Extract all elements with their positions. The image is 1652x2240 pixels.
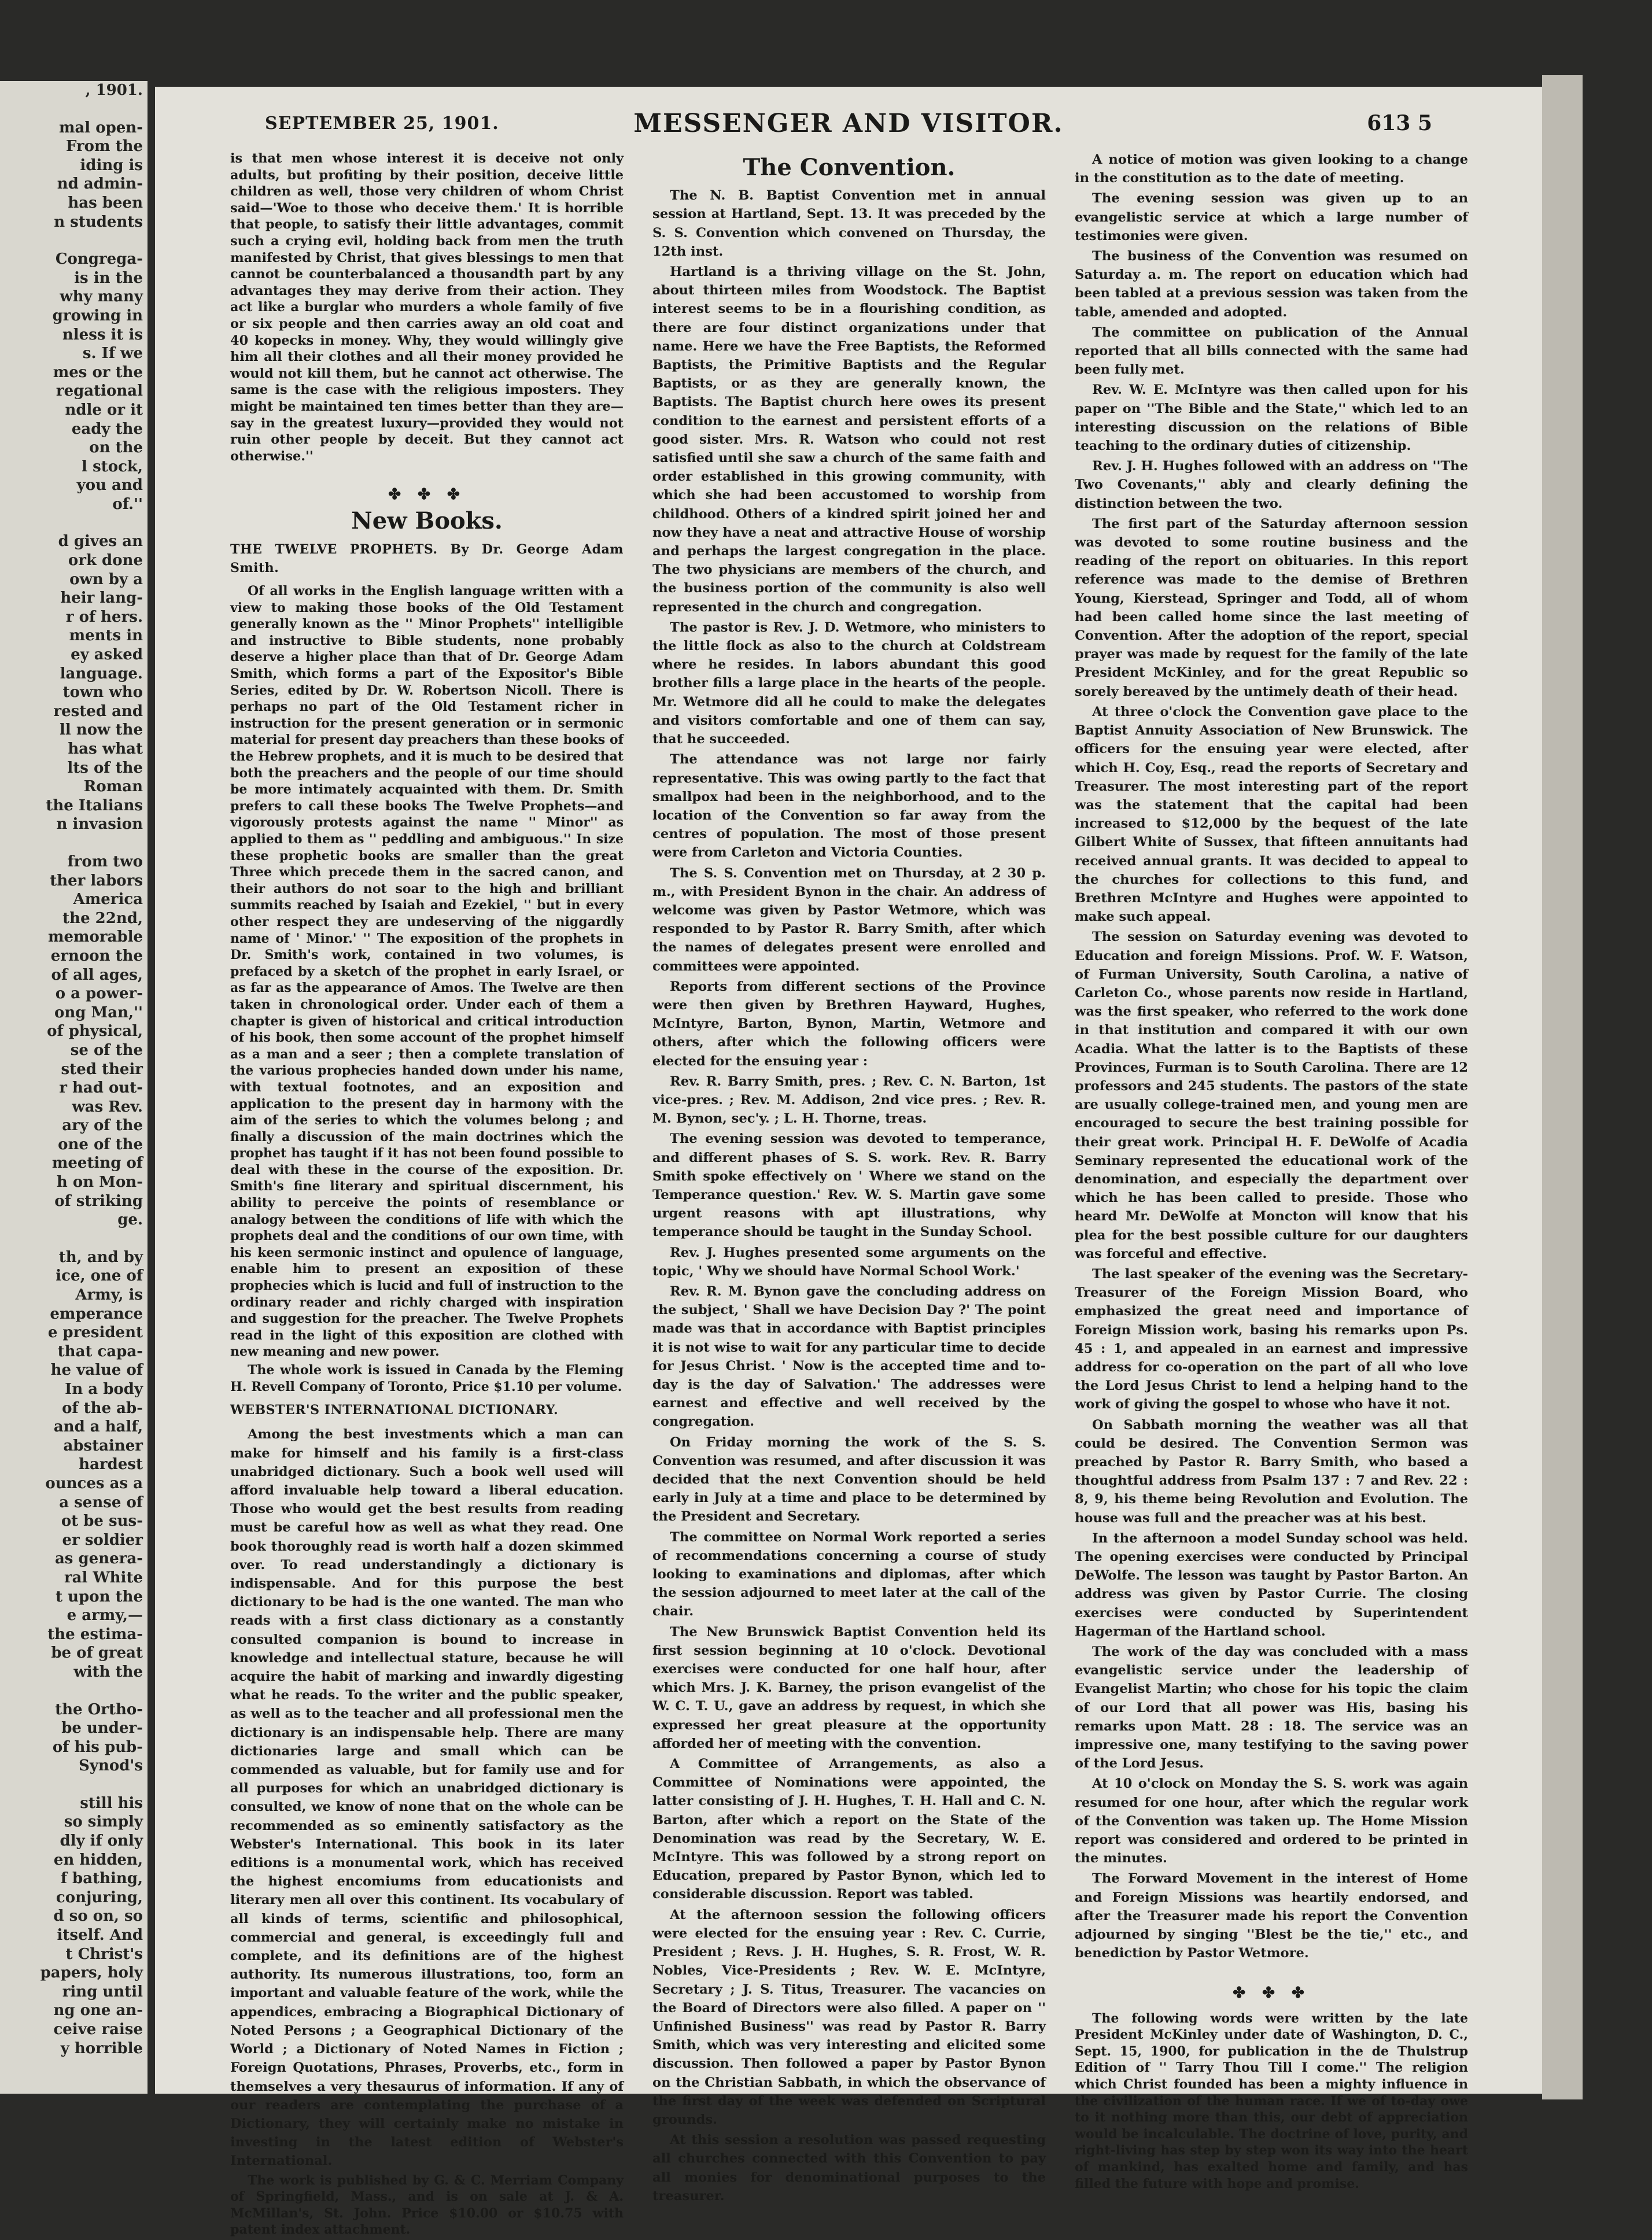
fragment-line: ng one an- xyxy=(53,2002,143,2020)
ornament-divider: ✤ ✤ ✤ xyxy=(1233,1984,1310,2002)
article-paragraph: Rev. R. Barry Smith, pres. ; Rev. C. N. Barton, 1st vice-pres. ; Rev. M. Addison, 2nd vice pres. ; Rev. R. M. Bynon, sec'y. ; L. H. Thorne, treas. xyxy=(652,1073,1046,1127)
fragment-line: growing in xyxy=(52,307,143,324)
fragment-line: and a half, xyxy=(53,1418,143,1436)
article-paragraph: The evening session was devoted to temperance, and different phases of S. S. work. Rev. R. Barry Smith spoke effectively on ' Where we stand on the Temperance question.' Rev. W. S. Martin gave some urgent reasons with apt illustrations, why temperance should be taught in the Sunday School. xyxy=(652,1131,1046,1240)
article-paragraph: Reports from different sections of the Province were then given by Brethren Hayward, Hughes, McIntyre, Barton, Bynon, Martin, Wetmore and others, after which the following officers were elected for the ensuing year : xyxy=(652,979,1046,1069)
fragment-line: t Christ's xyxy=(65,1945,143,1963)
article-paragraph: The pastor is Rev. J. D. Wetmore, who ministers to the little flock as also to the church at Coldstream where he resides. In labors abundant this good brother fills a large place in the hearts of the people. Mr. Wetmore did all he could to make the delegates and visitors comfortable and one of them can say, that he succeeded. xyxy=(652,619,1046,747)
column-left xyxy=(230,150,624,2240)
fragment-line: th, and by xyxy=(58,1248,143,1266)
page-number: 613 5 xyxy=(1367,111,1432,135)
article-paragraph: The first part of the Saturday afternoon session was devoted to some routine business and the reading of the report on obituaries. In this report reference was made to the demise of Brethren Young, Kierstead, Springer and Todd, all of whom had been called home since the last meeting of Convention. After the adoption of the report, special prayer was made by request for the family of the late President McKinley, and for the great Republic so sorely bereaved by the untimely death of their head. xyxy=(1075,516,1468,699)
fragment-line: r of hers. xyxy=(65,608,143,626)
article-paragraph: A Committee of Arrangements, as also a Committee of Nominations were appointed, the latter consisting of J. H. Hughes, T. H. Hall and C. N. Barton, after which a report on the State of the Denomination was read by the Secretary, W. E. McIntyre. This was followed by a strong report on Education, prepared by Pastor Bynon, which led to considerable discussion. Report was tabled. xyxy=(652,1756,1046,1902)
fragment-line: dly if only xyxy=(60,1832,143,1850)
convention-article-continued xyxy=(1075,150,1468,1963)
article-paragraph: The committee on publication of the Annual reported that all bills connected with the same had been fully met. xyxy=(1075,324,1468,378)
fragment-line: d so on, so xyxy=(53,1907,143,1925)
fragment-line: iding is xyxy=(80,156,143,174)
fragment-line: of striking xyxy=(54,1192,143,1210)
fragment-line: n invasion xyxy=(56,815,143,833)
article-paragraph: Rev. W. E. McIntyre was then called upon for his paper on ''The Bible and the State,'' which led to an interesting discussion on the relations of Bible teaching to the ordinary duties of citizenship. xyxy=(1075,382,1468,454)
fragment-line: as genera- xyxy=(54,1550,143,1568)
fragment-line xyxy=(0,1776,148,1794)
article-paragraph: The session on Saturday evening was devoted to Education and foreign Missions. Prof. W. F. Watson, of Furman University, South Carolina, a native of Carleton Co., whose parents now reside in Hartland, was the first speaker, who referred to the work done in that institution and compared it with our own Acadia. What the latter is to the Baptists of these Provinces, Furman is to South Carolina. There are 12 professors and 245 students. The pastors of the state are usually college-trained men, and young men are encouraged to secure the best training possible for their great work. Principal H. F. DeWolfe of Acadia Seminary represented the educational work of the denomination, and especially the department over which he has been called to preside. Those who heard Mr. DeWolfe at Moncton will know that his plea for the best possible culture for our daughters was forceful and effective. xyxy=(1075,929,1468,1261)
fragment-line xyxy=(0,834,148,853)
fragment-line: was Rev. xyxy=(72,1098,143,1116)
fragment-line: sted their xyxy=(61,1060,143,1078)
fragment-line: town who xyxy=(62,684,143,702)
fragment-line: h on Mon- xyxy=(56,1173,143,1191)
fragment-line: America xyxy=(73,891,143,909)
article-paragraph: At 10 o'clock on Monday the S. S. work was again resumed for one hour, after which the regular work of the Convention was taken up. The Home Mission report was considered and ordered to be printed in the minutes. xyxy=(1075,1776,1468,1866)
fragment-line: ork done xyxy=(68,552,143,570)
convention-article xyxy=(652,186,1046,2205)
article-paragraph: The S. S. Convention met on Thursday, at 2 30 p. m., with President Bynon in the chair. An address of welcome was given by Pastor Wetmore, which was responded to by Pastor R. Barry Smith, after which the names of delegates present were enrolled and committees were appointed. xyxy=(652,865,1046,974)
fragment-line: of physical, xyxy=(47,1023,143,1040)
article-paragraph: Rev. J. Hughes presented some arguments on the topic, ' Why we should have Normal School Work.' xyxy=(652,1245,1046,1279)
section-heading-convention: The Convention. xyxy=(743,154,956,181)
fragment-line: nless it is xyxy=(62,326,143,344)
fragment-line: on the xyxy=(89,439,143,457)
fragment-line: abstainer xyxy=(63,1437,143,1455)
fragment-line: t upon the xyxy=(56,1588,143,1606)
article-paragraph: In the afternoon a model Sunday school was held. The opening exercises were conducted by Principal DeWolfe. The lesson was taught by Pastor Barton. An address was given by Pastor Currie. The closing exercises were conducted by Superintendent Hagerman of the Hartland school. xyxy=(1075,1530,1468,1639)
fragment-line: language. xyxy=(60,665,143,682)
fragment-line: ounces as a xyxy=(45,1474,143,1492)
fragment-line: the Ortho- xyxy=(55,1700,143,1718)
fragment-line: ge. xyxy=(117,1211,143,1229)
article-paragraph: The New Brunswick Baptist Convention held its first session beginning at 10 o'clock. Devotional exercises were conducted for one half hour, after which Mrs. J. K. Barney, the prison evangelist of the W. C. T. U., gave an address by request, in which she expressed her great pleasure at the opportunity afforded her of meeting with the convention. xyxy=(652,1624,1046,1751)
masthead: MESSENGER AND VISITOR. xyxy=(633,109,1064,138)
fragment-line: r had out- xyxy=(59,1079,143,1097)
fragment-line xyxy=(0,1682,148,1700)
fragment-line: Congrega- xyxy=(55,250,143,268)
fragment-line: f bathing, xyxy=(60,1870,143,1888)
fragment-line: mal open- xyxy=(58,119,143,136)
fragment-line: l stock, xyxy=(82,457,143,475)
fragment-line: from two xyxy=(67,853,143,870)
fragment-line: the estima- xyxy=(47,1625,143,1643)
article-paragraph: The evening session was given up to an evangelistic service at which a large number of testimonies were given. xyxy=(1075,191,1468,243)
fragment-line: still his xyxy=(80,1794,143,1812)
book-title: THE TWELVE PROPHETS. By Dr. George Adam Smith. xyxy=(230,541,624,575)
fragment-line: that capa- xyxy=(57,1342,143,1360)
article-continuation: is that men whose interest it is deceive not only adults, but profiting by their position, deceive little children as well, those very children of whom Christ said—'Woe to those who deceive them.' It is horrible that people, to satisfy their little advantages, commit such a crying evil, holding back from men the truth manifested by Christ, that gives blessings to men that cannot be counterbalanced a thousandth part by any advantages they may derive from their action. They act like a burglar who murders a whole family of five or six people and then carries away an old coat and 40 kopecks in money. Why, they would willingly give him all their clothes and all their money provided he would not kill them, but he cannot act otherwise. The same is the case with the religious imposters. They might be maintained ten times better than they are—say in the greatest luxury—provided they would not ruin other people by deceit. But they cannot act otherwise.'' xyxy=(230,151,624,464)
fragment-line: y horrible xyxy=(60,2039,143,2057)
fragment-line: ceive raise xyxy=(53,2021,143,2038)
article-paragraph: The committee on Normal Work reported a series of recommendations concerning a course of study looking to examinations and diplomas, after which the session adjourned to meet later at the call of the chair. xyxy=(652,1529,1046,1619)
fragment-line: Roman xyxy=(83,778,143,796)
article-paragraph: The attendance was not large nor fairly representative. This was owing partly to the fact that smallpox had been in the neighborhood, and to the location of the Convention so far away from the centres of population. The most of those present were from Carleton and Victoria Counties. xyxy=(652,752,1046,861)
fragment-line: of all ages, xyxy=(51,966,143,984)
fragment-line: Synod's xyxy=(79,1757,143,1775)
article-paragraph: Rev. R. M. Bynon gave the concluding address on the subject, ' Shall we have Decision Day ?' The point made was that in accordance with Baptist principles it is not wise to wait for any particular time to decide for Jesus Christ. ' Now is the accepted time and to-day is the day of Salvation.' The addresses were earnest and effective and well received by the congregation. xyxy=(652,1283,1046,1430)
fragment-line: , 1901. xyxy=(85,82,143,99)
fragment-line: er soldier xyxy=(62,1531,143,1549)
fragment-line: ernoon the xyxy=(50,947,143,965)
fragment-line: ndle or it xyxy=(65,401,143,419)
fragment-line: you and xyxy=(76,477,143,495)
article-paragraph: On Sabbath morning the weather was all that could be desired. The Convention Sermon was preached by Pastor R. Barry Smith, who based a thoughtful address from Psalm 137 : 7 and Rev. 22 : 8, 9, his theme being Revolution and Evolution. The house was full and the preacher was at his best. xyxy=(1075,1417,1468,1526)
article-paragraph: The N. B. Baptist Convention met in annual session at Hartland, Sept. 13. It was preceded by the S. S. Convention which convened on Thursday, the 12th inst. xyxy=(652,188,1046,259)
fragment-line: n students xyxy=(54,213,143,231)
fragment-line: mes or the xyxy=(53,363,143,381)
issue-date: SEPTEMBER 25, 1901. xyxy=(265,113,499,134)
article-paragraph: At three o'clock the Convention gave place to the Baptist Annuity Association of New Brunswick. The officers for the ensuing year were elected, after which H. Coy, Esq., read the reports of Secretary and Treasurer. The most interesting part of the report was the statement that the capital had been increased to $12,000 by the bequest of the late Gilbert White of Sussex, that fifteen annuitants had received annual grants. It was decided to appeal to the churches for collections to this fund, and Brethren McIntyre and Hughes were appointed to make such appeal. xyxy=(1075,704,1468,925)
fragment-line: ments in xyxy=(69,627,143,645)
fragment-line: Army, is xyxy=(75,1286,143,1304)
fragment-line: emperance xyxy=(50,1305,143,1323)
fragment-line: has been xyxy=(68,194,143,212)
fragment-line: be of great xyxy=(51,1644,143,1662)
fragment-line: rested and xyxy=(53,702,143,720)
book-review: The whole work is issued in Canada by the Fleming H. Revell Company of Toronto, Price $1.10 per volume. xyxy=(230,1363,624,1394)
fragment-line: ot be sus- xyxy=(61,1512,143,1530)
fragment-line: nd admin- xyxy=(57,175,143,193)
fragment-line: e army,— xyxy=(67,1607,143,1625)
fragment-line: is in the xyxy=(74,269,143,287)
fragment-line: ary of the xyxy=(62,1117,143,1135)
fragment-line: ong Man,'' xyxy=(54,1003,143,1021)
fragment-line: lts of the xyxy=(67,759,143,777)
fragment-line: of his pub- xyxy=(52,1738,143,1756)
fragment-line: itself. And xyxy=(57,1927,143,1944)
column-middle xyxy=(652,150,1046,2207)
fragment-line: hardest xyxy=(79,1456,143,1474)
newspaper-page xyxy=(155,87,1542,2238)
fragment-line: From the xyxy=(65,138,143,156)
article-paragraph: A notice of motion was given looking to a change in the constitution as to the date of meeting. xyxy=(1075,152,1468,186)
fragment-line xyxy=(0,514,148,532)
book-review: Among the best investments which a man can make for himself and his family is a first-class unabridged dictionary. Such a book well used will afford invaluable help toward a liberal education. Those who would get the best results from reading must be careful how as well as what they read. One book thoroughly read is worth half a dozen skimmed over. To read understandingly a dictionary is indispensable. And for this purpose the best dictionary to be had is the one wanted. The man who reads with a first class dictionary as a constantly consulted companion is bound to increase in knowledge and intellectual stature, because he will acquire the habit of marking and inwardly digesting what he reads. To the writer and the public speaker, as well as to the teacher and all professional men the dictionary is an indispensable help. There are many dictionaries large and small which can be commended as valuable, but for family use and for all purposes for which an unabridged dictionary is consulted, we know of none that on the whole can be recommended as so eminently satisfactory as the Webster's International. This book in its later editions is a monumental work, which has received the highest encomiums from educationists and literary men all over this continent. Its vocabulary of all kinds of terms, scientific and philosophical, commercial and general, is exceedingly full and complete, and its definitions are of the highest authority. Its numerous illustrations, too, form an important and valuable feature of the work, while the appendices, embracing a Biographical Dictionary of Noted Persons ; a Geographical Dictionary of the World ; a Dictionary of Noted Names in Fiction ; Foreign Quotations, Phrases, Proverbs, etc., form in themselves a very thesaurus of information. If any of our readers are contemplating the purchase of a Dictionary, they will certainly make no mistake in investing in the latest edition of Webster's International. xyxy=(230,1427,624,2169)
article-paragraph: On Friday morning the work of the S. S. Convention was resumed, and after discussion it was decided that the next Convention should be held early in July at a time and place to be determined by the President and Secretary. xyxy=(652,1434,1046,1525)
fragment-line: of the ab- xyxy=(62,1399,143,1417)
fragment-line: the Italians xyxy=(46,796,143,814)
fragment-line: regational xyxy=(56,382,143,400)
fragment-line: conjuring, xyxy=(56,1888,143,1906)
fragment-line xyxy=(0,231,148,250)
fragment-line: so simply xyxy=(64,1813,143,1831)
fragment-line: ring until xyxy=(62,1983,143,2001)
adjacent-page-fragment xyxy=(0,81,148,2094)
fragment-line: ey asked xyxy=(71,646,143,664)
fragment-line: of.'' xyxy=(112,495,143,513)
fragment-line: eady the xyxy=(71,420,143,438)
fragment-line: be under- xyxy=(61,1719,143,1737)
fragment-line: papers, holy xyxy=(40,1964,143,1982)
fragment-line: se of the xyxy=(70,1041,143,1059)
section-heading-new-books: New Books. xyxy=(351,507,503,535)
fragment-line: d gives an xyxy=(58,533,143,551)
book-review: Of all works in the English language written with a view to making those books of the Old Testament generally known as the '' Minor Prophets'' intelligible and instructive to Bible students, none probably deserve a higher place than that of Dr. George Adam Smith, which forms a part of the Expositor's Bible Series, edited by Dr. W. Robertson Nicoll. There is perhaps no part of the Old Testament richer in instruction for the present generation or in sermonic material for present day preachers than these books of the Hebrew prophets, and it is much to be desired that both the preachers and the people of our time should be more intimately acquainted with them. Dr. Smith prefers to call these books The Twelve Prophets—and vigorously protests against the name '' Minor'' as applied to them as '' peddling and ambiguous.'' In size these prophetic books are smaller than the great Three which precede them in the sacred canon, and their authors do not soar to the high and brilliant summits reached by Isaiah and Ezekiel, '' but in every other respect they are undeserving of the niggardly name of ' Minor.' '' The exposition of the prophets in Dr. Smith's work, contained in two volumes, is prefaced by a sketch of the prophet in early Israel, or as far as the appearance of Amos. The Twelve are then taken in chronological order. Under each of them a chapter is given of historical and critical introduction of his book, then some account of the prophet himself as a man and a seer ; then a complete translation of the various prophecies handed down under his name, with textual footnotes, and an exposition and application to the present day in harmony with the aim of the series to which the volumes belong ; and finally a discussion of the main doctrines which the prophet has taught if it has not been found possible to deal with these in the course of the exposition. Dr. Smith's fine literary and spiritual discernment, his ability to perceive the points of resemblance or analogy between the conditions of life with which the prophets deal and the conditions of our own time, with his keen sermonic instinct and opulence of language, enable him to present an exposition of these prophecies which is lucid and full of instruction to the ordinary reader and richly charged with inspiration and suggestion for the preacher. The Twelve Prophets read in the light of this exposition are clothed with new meaning and new power. xyxy=(230,584,624,1360)
article-paragraph: Rev. J. H. Hughes followed with an address on ''The Two Covenants,'' ably and clearly defining the distinction between the two. xyxy=(1075,459,1468,511)
fragment-line: In a body xyxy=(65,1381,143,1398)
fragment-line: ll now the xyxy=(60,721,143,739)
book-review: The work is published by G. & C. Merriam Company of Springfield, Mass., and is on sale at J. & A. McMillan's, St. John. Price $10.00 or $10.75 with patent index attachment. xyxy=(230,2172,624,2238)
fragment-line: with the xyxy=(73,1663,143,1681)
fragment-line: own by a xyxy=(69,570,143,588)
fragment-line: memorable xyxy=(47,928,143,946)
article-paragraph: The work of the day was concluded with a mass evangelistic service under the leadership of Evangelist Martin; who chose for his topic the claim of our Lord that all power was His, basing his remarks upon Matt. 28 : 18. The service was an impressive one, many testifying to the saving power of the Lord Jesus. xyxy=(1075,1644,1468,1772)
fragment-line: the 22nd, xyxy=(62,909,143,927)
ornament-divider: ✤ ✤ ✤ xyxy=(388,486,466,504)
fragment-line: ral White xyxy=(64,1569,143,1586)
fragment-line: meeting of xyxy=(51,1154,143,1172)
fragment-line: en hidden, xyxy=(53,1851,143,1869)
fragment-line: one of the xyxy=(58,1135,143,1153)
mckinley-quote: The following words were written by the late President McKinley under date of Washington, D. C., Sept. 15, 1900, for publication in the de Thulstrup Edition of '' Tarry Thou Till I come.'' The religion which Christ founded has been a mighty influence in the civilization of the human race. If we of to-day owe to it nothing more than this, our debt of appreciation would be incalculable. The doctrine of love, purity, and right-living has step by step won its way into the heart of mankind, has exalted home and family, and has filled the future with hope and promise. xyxy=(1075,2010,1468,2191)
fragment-line: e president xyxy=(47,1324,143,1342)
fragment-line xyxy=(0,1230,148,1248)
article-paragraph: The business of the Convention was resumed on Saturday a. m. The report on education which had been tabled at a previous session was taken from the table, amended and adopted. xyxy=(1075,249,1468,320)
column-right xyxy=(1075,150,1468,2194)
article-paragraph: The last speaker of the evening was the Secretary-Treasurer of the Foreign Mission Board, who emphasized the great need and importance of Foreign Mission work, basing his remarks upon Ps. 45 : 1, and appealed in an earnest and impressive address for co-operation on the part of all who love the Lord Jesus Christ to lend a helping hand to the work of giving the gospel to whose who have it not. xyxy=(1075,1266,1468,1412)
article-paragraph: The Forward Movement in the interest of Home and Foreign Missions was heartily endorsed, and after the Treasurer made his report the Convention adjourned by singing ''Blest be the tie,'' etc., and benediction by Pastor Wetmore. xyxy=(1075,1871,1468,1961)
fragment-line: ther labors xyxy=(50,872,143,890)
fragment-line: a sense of xyxy=(59,1493,143,1511)
article-paragraph: At the afternoon session the following officers were elected for the ensuing year : Rev. C. Currie, President ; Revs. J. H. Hughes, S. R. Frost, W. R. Nobles, Vice-Presidents ; Rev. W. E. McIntyre, Secretary ; J. S. Titus, Treasurer. The vacancies on the Board of Directors were also filled. A paper on '' Unfinished Business'' was read by Pastor R. Barry Smith, which was very interesting and elicited some discussion. Then followed a paper by Pastor Bynon on the Christian Sabbath, in which the observance of the first day of the week was defended on Scriptural grounds. xyxy=(652,1907,1046,2127)
fragment-line xyxy=(0,100,148,119)
fragment-line: s. If we xyxy=(82,345,143,363)
article-paragraph: At this session a resolution was passed requesting all churches connected with this Convention to pay all monies for denominational purposes to the treasurer. xyxy=(652,2132,1046,2204)
fragment-line: he value of xyxy=(50,1361,143,1379)
book-title: WEBSTER'S INTERNATIONAL DICTIONARY. xyxy=(230,1403,559,1418)
page-edge xyxy=(1542,75,1583,2099)
fragment-line: why many xyxy=(60,288,143,306)
fragment-line: ice, one of xyxy=(56,1267,143,1285)
fragment-line: heir lang- xyxy=(60,589,143,607)
fragment-line: has what xyxy=(68,740,143,758)
article-paragraph: Hartland is a thriving village on the St. John, about thirteen miles from Woodstock. The Baptist interest seems to be in a flourishing condition, as there are four distinct organizations under that name. Here we have the Free Baptists, the Reformed Baptists, the Primitive Baptists and the Regular Baptists, or as they are generally known, the Baptists. The Baptist church here owes its present condition to the earnest and persistent efforts of a good sister. Mrs. R. Watson who could not rest satisfied until she saw a church of the same faith and order established in this growing community, with which she had been accustomed to worship from childhood. Others of a kindred spirit joined her and now they have a neat and attractive House of worship and perhaps the largest congregation in the place. The two physicians are members of the church, and the business portion of the community is also well represented in the church and congregation. xyxy=(652,264,1046,615)
fragment-line: o a power- xyxy=(55,985,143,1003)
page-header xyxy=(155,109,1542,143)
